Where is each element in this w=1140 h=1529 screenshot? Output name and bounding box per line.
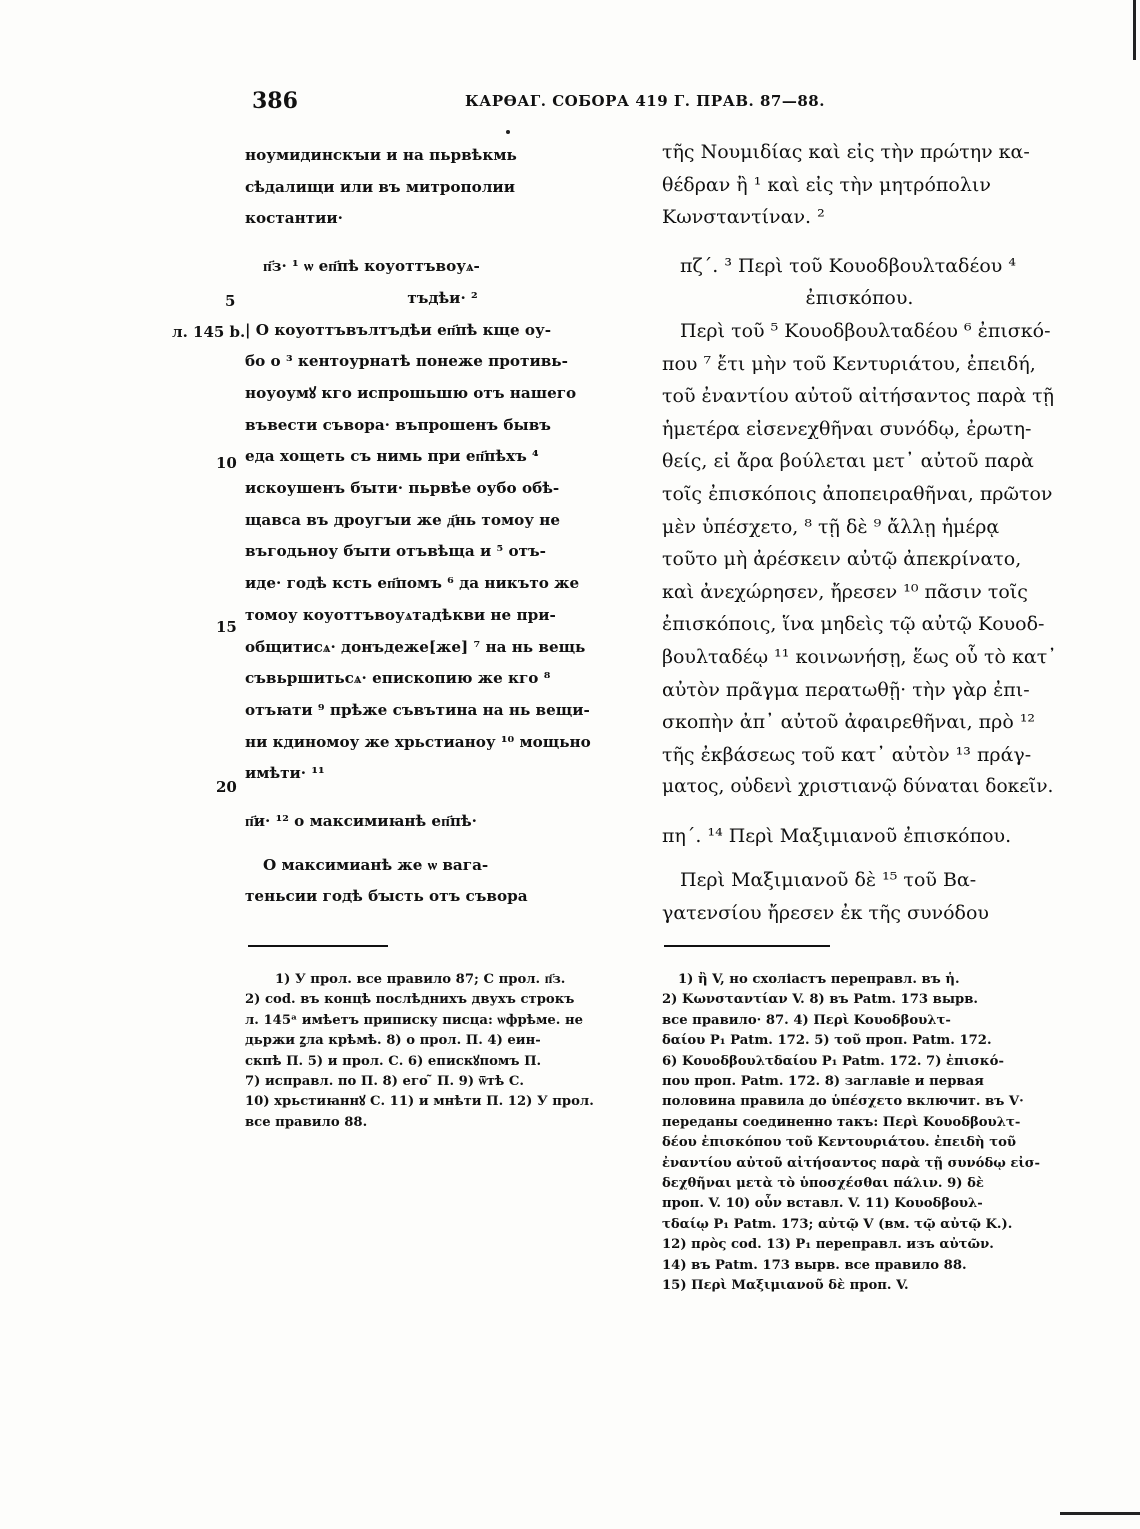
- slavonic-line: щавса въ дроугꙑи же д҃нь томоу не: [245, 510, 561, 529]
- footnote-line: 6) Κουοδβουλτδαίου P₁ Patm. 172. 7) ἐπισκό-: [662, 1053, 1004, 1069]
- slavonic-line: отъꙗти ⁹ прѣже съвътина на нь вещи-: [245, 700, 590, 719]
- greek-line: θείς, εἰ ἄρα βούλεται μετ᾽ αὐτοῦ παρὰ: [662, 450, 1034, 473]
- footnote-line: 12) πρὸς cod. 13) P₁ переправл. изъ αὐτῶν.: [662, 1237, 994, 1253]
- greek-rule-heading-87: πζ΄. ³ Περὶ τοῦ Κουοδβουλταδέου ⁴: [680, 254, 1016, 277]
- greek-line: Κωνσταντίναν. ²: [662, 206, 825, 229]
- footnote-line: δέου ἐπισκόπου τοῦ Κεντουριάτου. ἐπειδὴ τοῦ: [662, 1135, 1017, 1151]
- footnote-line: δεχθῆναι μετὰ τὸ ὑποσχέσθαι πάλιν. 9) δὲ: [662, 1176, 984, 1192]
- footnote-line: 14) въ Patm. 173 вырв. все правило 88.: [662, 1257, 967, 1273]
- slavonic-line: искоушенъ бꙑти· пьрвѣе оубо обѣ-: [245, 479, 560, 498]
- footnote-line: ἐναντίου αὐτοῦ αἰτήσαντος παρὰ τῇ συνόδῳ εἰσ-: [662, 1155, 1040, 1171]
- greek-line: τοῦ ἐναντίου αὐτοῦ αἰτήσαντος παρὰ τῇ: [662, 385, 1054, 408]
- page-header: [0, 88, 1140, 118]
- greek-line: σκοπὴν ἀπ᾽ αὐτοῦ ἀφαιρεθῆναι, πρὸ ¹²: [662, 711, 1036, 734]
- footnotes-greek: [662, 970, 1062, 1297]
- footnote-line: половина правила до ὑπέσχετο включит. въ V·: [662, 1094, 1024, 1110]
- stray-mark: [506, 130, 510, 134]
- slavonic-line: сѣдалищи или въ митрополии: [245, 177, 515, 196]
- slavonic-line: ноумидинскꙑи и на пьрвѣкмь: [245, 146, 517, 164]
- margin-line-number-10: 10: [216, 454, 237, 472]
- footnote-rule-left: [248, 945, 388, 947]
- rule-heading-87-cont: тъдѣи· ²: [407, 288, 478, 307]
- margin-line-number-5: 5: [225, 292, 236, 310]
- footnote-line: 1) У прол. все правило 87; С прол. п҃з.: [275, 972, 566, 987]
- footnote-line: 1) ἢ V, но схоліастъ переправл. въ ἡ.: [678, 972, 960, 987]
- footnote-line: τδαίῳ P₁ Patm. 173; αὐτῷ V (вм. τῷ αὐτῷ K.).: [662, 1216, 1013, 1232]
- greek-rule-heading-87-cont: ἐπισκόπου.: [805, 287, 914, 310]
- margin-line-number-20: 20: [216, 778, 237, 796]
- footnote-line: που проп. Patm. 172. 8) заглавіе и первая: [662, 1074, 984, 1090]
- footnote-line: проп. V. 10) οὖν вставл. V. 11) Κουοδβουλ-: [662, 1196, 983, 1212]
- rule-heading-87: п҃з· ¹ ѡ еп҃пѣ коуоттъвоуѧ-: [263, 257, 480, 276]
- footnote-line: 7) исправл. по П. 8) его ̃ П. 9) ѿтѣ С.: [245, 1074, 524, 1090]
- slavonic-line: общитисѧ· донъдеже[же] ⁷ на нь вещь: [245, 637, 586, 656]
- footnote-line: дьржи ꙁла крѣмѣ. 8) о прол. П. 4) еин-: [245, 1033, 541, 1049]
- page-edge-line: [1133, 0, 1136, 60]
- margin-line-number-15: 15: [216, 618, 237, 636]
- greek-line: αὐτὸν πρᾶγμα περατωθῇ· τὴν γὰρ ἐπι-: [662, 678, 1030, 701]
- slavonic-line: бо о ³ кентоурнатѣ понеже противь-: [245, 352, 568, 371]
- slavonic-line: теньсии годѣ бꙑсть отъ съвора: [245, 887, 528, 906]
- greek-line: τῆς Νουμιδίας καὶ εἰς τὴν πρώτην κα-: [662, 141, 1030, 163]
- greek-line: βουλταδέῳ ¹¹ κοινωνήσῃ, ἕως οὗ τὸ κατ᾽: [662, 645, 1057, 668]
- slavonic-line: имѣти· ¹¹: [245, 764, 325, 783]
- greek-line: τῆς ἐκβάσεως τοῦ κατ᾽ αὐτὸν ¹³ πράγ-: [662, 743, 1032, 766]
- footnote-line: δαίου P₁ Patm. 172. 5) τοῦ проп. Patm. 172.: [662, 1033, 992, 1049]
- greek-line: μὲν ὑπέσχετο, ⁸ τῇ δὲ ⁹ ἄλλῃ ἡμέρᾳ: [662, 515, 1000, 538]
- greek-line: γατενσίου ἤρεσεν ἐκ τῆς συνόδου: [662, 902, 989, 925]
- footnote-line: все правило· 87. 4) Περὶ Κουοδβουλτ-: [662, 1012, 951, 1028]
- page-number: 386: [252, 88, 298, 114]
- margin-leaf-reference: л. 145 b.: [172, 323, 246, 341]
- greek-line: θέδραν ἢ ¹ καὶ εἰς τὴν μητρόπολιν: [662, 173, 991, 196]
- slavonic-line: съвьршитьсѧ· епископию же кго ⁸: [245, 669, 551, 688]
- greek-line: που ⁷ ἔτι μὴν τοῦ Κεντυριάτου, ἐπειδή,: [662, 352, 1036, 375]
- slavonic-line: въвести съвора· въпрошенъ бывъ: [245, 415, 551, 434]
- running-head: КАРѲАГ. СОБОРА 419 Г. ПРАВ. 87—88.: [465, 92, 825, 110]
- bottom-scan-line: [1060, 1512, 1140, 1515]
- greek-column: [662, 136, 1057, 930]
- footnote-line: 15) Περὶ Μαξιμιανοῦ δὲ проп. V.: [662, 1278, 909, 1294]
- rule-heading-88: п҃и· ¹² о максимиꙗнѣ еп҃пѣ·: [245, 812, 477, 831]
- slavonic-line: О максимианѣ же ѡ вага-: [263, 855, 489, 874]
- greek-line: καὶ ἀνεχώρησεν, ἤρεσεν ¹⁰ πᾶσιν τοῖς: [662, 580, 1028, 603]
- greek-line: ματος, οὐδενὶ χριστιανῷ δύναται δοκεῖν.: [662, 776, 1054, 798]
- footnote-line: 2) Κωνσταντίαν V. 8) въ Patm. 173 вырв.: [662, 992, 979, 1008]
- footnote-line: 10) хрьстиꙗннꙋ С. 11) и мнѣти П. 12) У прол.: [245, 1094, 594, 1110]
- footnote-line: 2) cod. въ концѣ послѣднихъ двухъ строкъ: [245, 992, 575, 1008]
- greek-line: Περὶ τοῦ ⁵ Κουοδβουλταδέου ⁶ ἐπισκό-: [680, 319, 1051, 342]
- footnote-rule-right: [664, 945, 830, 947]
- slavonic-line: ноуоумꙋ кго испрошьшю отъ нашего: [245, 383, 577, 402]
- slavonic-line: ни кдиномоу же хрьстианоу ¹⁰ мощьно: [245, 732, 591, 751]
- slavonic-line: томоу коуоттъвоуѧтадѣкви не при-: [245, 605, 556, 624]
- footnotes-slavonic: [245, 970, 645, 1133]
- greek-line: τοῖς ἐπισκόποις ἀποπειραθῆναι, πρῶτον: [662, 482, 1053, 505]
- greek-line: τοῦτο μὴ ἀρέσκειν αὐτῷ ἀπεκρίνατο,: [662, 548, 1022, 571]
- slavonic-column: [245, 140, 640, 913]
- greek-line: ἡμετέρα εἰσενεχθῆναι συνόδῳ, ἐρωτη-: [662, 417, 1032, 440]
- greek-line: ἐπισκόποις, ἵνα μηδεὶς τῷ αὐτῷ Κουοδ-: [662, 613, 1045, 636]
- greek-rule-heading-88: πη΄. ¹⁴ Περὶ Μαξιμιανοῦ ἐπισκόπου.: [662, 824, 1012, 847]
- slavonic-line: еда хощеть съ нимь при еп҃пѣхъ ⁴: [245, 447, 539, 466]
- slavonic-line: костантии·: [245, 209, 343, 228]
- footnote-line: скпѣ П. 5) и прол. С. 6) епискꙋпомъ П.: [245, 1053, 542, 1069]
- footnote-line: л. 145ᵃ имѣетъ приписку писца: ѡфрѣме. не: [245, 1012, 584, 1028]
- greek-line: Περὶ Μαξιμιανοῦ δὲ ¹⁵ τοῦ Βα-: [680, 869, 977, 892]
- slavonic-line: иде· годѣ ксть еп҃помъ ⁶ да никъто же: [245, 574, 580, 593]
- footnote-line: все правило 88.: [245, 1114, 368, 1130]
- slavonic-line: въгодьноу бꙑти отъвѣща и ⁵ отъ-: [245, 542, 546, 561]
- footnote-line: переданы соединенно такъ: Περὶ Κουοδβουλτ-: [662, 1114, 1021, 1130]
- slavonic-line: | О коуоттъвълтъдѣи еп҃пѣ кще оу-: [245, 320, 552, 339]
